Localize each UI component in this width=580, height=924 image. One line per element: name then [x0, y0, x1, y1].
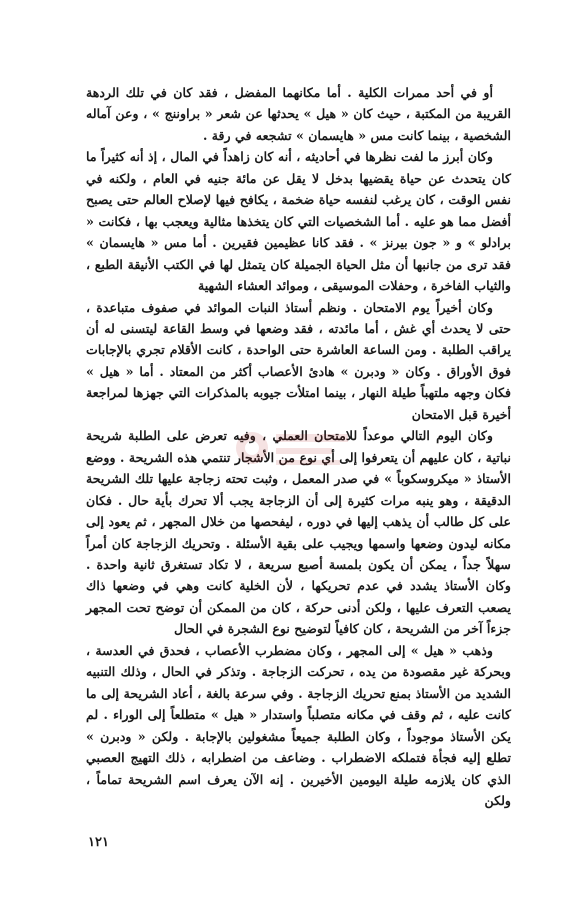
paragraph: وكان اليوم التالي موعداً للامتحان العملي ، وفيه تعرض على الطلبة شريحة نباتية ، كان عليهم أن يتعرفوا إلى أي نوع من الأشجار تنتمي هذه الشريحة . ووضع الأستاذ « ميكروسكوباً » في صدر المعمل ، وثبت تحته زجاجة عليها تلك الشريحة الدقيقة ، وهو ينبه مرات كثيرة إلى أن الزجاجة يجب ألا تحرك بأية حال . فكان على كل طالب أن يذهب إليها في دوره ، ليفحصها من خلال المجهر ، ثم يعود إلى مكانه ليدون وضعها واسمها ويجيب على بقية الأسئلة . وتحريك الزجاجة كان أمراً سهلاً جداً ، يمكن أن يكون بلمسة أصبع سريعة ، لا تكاد تستغرق ثانية واحدة . وكان الأستاذ يشدد في عدم تحريكها ، لأن الخلية كانت وهي في وضعها ذاك يصعب التعرف عليها ، ولكن أدنى حركة ، كان من الممكن أن توضح تحت المجهر جزءاً آخر من الشريحة ، كان كافياً لتوضيح نوع الشجرة في الحال: [86, 428, 511, 637]
paragraph: وذهب « هيل » إلى المجهر ، وكان مضطرب الأعصاب ، فحدق في العدسة ، وبحركة غير مقصودة من يده ، تحركت الزجاجة . وتذكر في الحال ، وذلك التنبيه الشديد من الأستاذ بمنع تحريك الزجاجة . وفي سرعة بالغة ، أعاد الشريحة إلى ما كانت عليه ، ثم وقف في مكانه متصلباً واستدار « هيل » متطلعاً إلى الوراء . لم يكن الأستاذ موجوداً ، وكان الطلبة جميعاً مشغولين بالإجابة . ولكن « ودبرن » تطلع إليه فجأة فتملكه الاضطراب . وضاعف من اضطرابه ، ذلك التهيج العصبي الذي كان يلازمه طيلة اليومين الأخيرين . إنه الآن يعرف اسم الشريحة تماماً ، ولكن: [86, 642, 511, 808]
page-number: ١٢١: [88, 835, 109, 850]
paragraph: وكان أبرز ما لفت نظرها في أحاديثه ، أنه كان زاهداً في المال ، إذ أنه كثيراً ما كان يتحدث عن حياة يقضيها بدخل لا يقل عن مائة جنيه في العام ، ولكنه في نفس الوقت ، كان يرغب لنفسه حياة ضخمة ، يكافح فيها لإصلاح العالم حتى يصبح أفضل مما هو عليه . أما الشخصيات التي كان يتخذها مثالية ويعجب بها ، فكانت « برادلو » و « جون بيرنز » . فقد كانا عظيمين فقيرين . أما مس « هايسمان » فقد ترى من جانبها أن مثل الحياة الجميلة كان يتمثل لها في الكتب الأنيقة الطبع ، والثياب الفاخرة ، وحفلات الموسيقى ، وموائد العشاء الشهية: [86, 149, 511, 294]
paragraph: أو في أحد ممرات الكلية . أما مكانهما المفضل ، فقد كان في تلك الردهة القريبة من المكتبة ، حيث كان « هيل » يحدثها عن شعر « براوننج » ، وعن آماله الشخصية ، بينما كانت مس « هايسمان » تشجعه في رقة .: [86, 85, 511, 143]
text-block: [86, 82, 511, 811]
page-body: [86, 82, 511, 811]
paragraph: وكان أخيراً يوم الامتحان . ونظم أستاذ النبات الموائد في صفوف متباعدة ، حتى لا يحدث أي غش ، أما مائدته ، فقد وضعها في وسط القاعة ليتسنى له أن يراقب الطلبة . ومن الساعة العاشرة حتى الواحدة ، كانت الأقلام تجري بالإجابات فوق الأوراق . وكان « ودبرن » هادئ الأعصاب أكثر من المعتاد . أما « هيل » فكان وجهه ملتهباً طيلة النهار ، بينما امتلأت جيوبه بالمذكرات التي جهزها لمراجعة أخيرة قبل الامتحان: [86, 299, 511, 422]
